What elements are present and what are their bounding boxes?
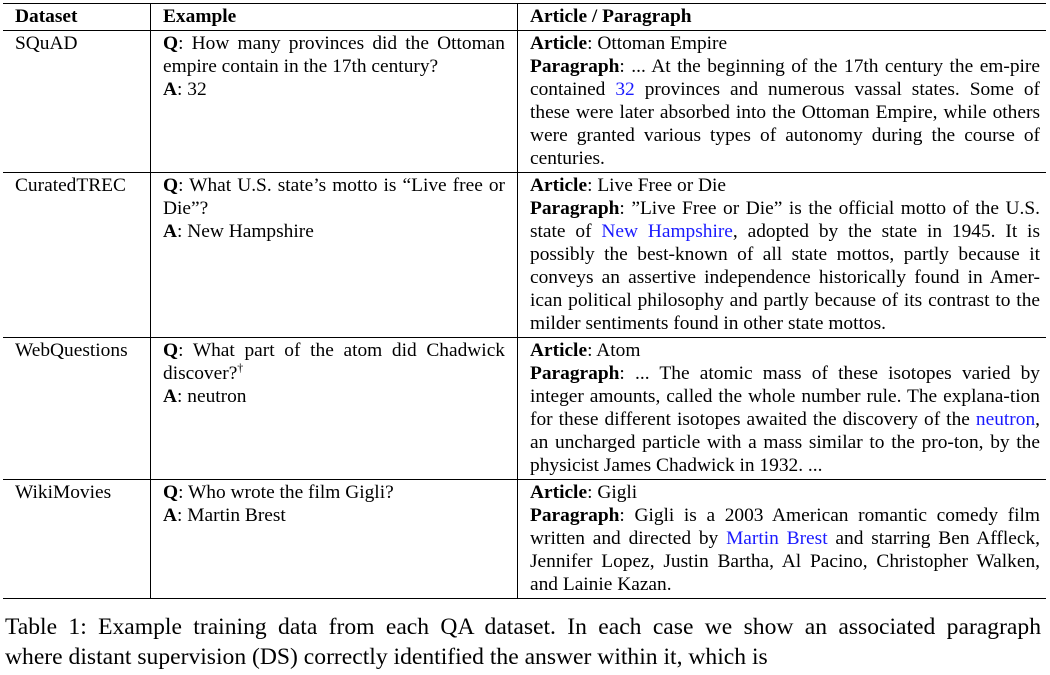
- paragraph-label: Paragraph: [530, 56, 620, 77]
- question-line: Q: Who wrote the film Gigli?: [163, 482, 394, 503]
- example-cell: [151, 173, 518, 337]
- paragraph-text-before: ... At the beginning of the 17th century the em-pire contained: [530, 56, 1040, 100]
- answer-line: A: neutron: [163, 386, 247, 407]
- article-label: Article: [530, 175, 588, 196]
- a-label: A: [163, 505, 178, 526]
- article-line: Article: Atom: [530, 340, 641, 361]
- paragraph-answer-highlight: Martin Brest: [726, 528, 828, 549]
- dataset-name: WikiMovies: [3, 480, 151, 598]
- paragraph-line: Paragraph: ”Live Free or Die” is the official motto of the U.S. state of New Hampshire, adopted by the state in 1945. It is possibly the best-known of all state mottos, partly because it conveys an assertive independence historically found in Amer-ican political philosophy and partly because of its contrast to the milder sentiments found in other state mottos.: [530, 198, 1040, 334]
- article-label: Article: [530, 482, 588, 503]
- article-paragraph-cell: [518, 480, 1046, 598]
- paragraph-answer-highlight: New Hampshire: [601, 221, 733, 242]
- a-label: A: [163, 221, 178, 242]
- article-label: Article: [530, 33, 588, 54]
- paragraph-label: Paragraph: [530, 505, 620, 526]
- dataset-name: SQuAD: [3, 31, 151, 172]
- q-label: Q: [163, 482, 179, 503]
- table-header-row: [3, 4, 1046, 31]
- caption-line-1: Table 1: Example training data from each QA dataset. In each case we show an associated paragraph: [5, 614, 1041, 640]
- example-cell: [151, 31, 518, 172]
- paragraph-text-before: ... The atomic mass of these isotopes varied by integer amounts, called the whole number rule. The explana-tion for these different isotopes awaited the discovery of the: [530, 363, 1040, 430]
- example-cell: [151, 480, 518, 598]
- article-paragraph-cell: [518, 338, 1046, 479]
- example-cell: [151, 338, 518, 479]
- a-label: A: [163, 386, 178, 407]
- paragraph-label: Paragraph: [530, 363, 620, 384]
- paragraph-line: Paragraph: ... The atomic mass of these isotopes varied by integer amounts, called the whole number rule. The explana-tion for these different isotopes awaited the discovery of the neutron, an uncharged particle with a mass similar to the pro-ton, by the physicist James Chadwick in 1932. ...: [530, 363, 1040, 476]
- article-title: Ottoman Empire: [597, 33, 728, 54]
- paragraph-answer-highlight: 32: [615, 79, 635, 100]
- dataset-name: CuratedTREC: [3, 173, 151, 337]
- paragraph-text-after: and starring Ben Affleck, Jennifer Lopez, Justin Bartha, Al Pacino, Christopher Walken, and Lainie Kazan.: [530, 528, 1040, 595]
- table-row: [3, 337, 1046, 479]
- article-line: Article: Live Free or Die: [530, 175, 726, 196]
- answer-line: A: Martin Brest: [163, 505, 286, 526]
- question-text: How many provinces did the Ottoman empire contain in the 17th century?: [163, 33, 505, 77]
- q-label: Q: [163, 340, 179, 361]
- answer-text: Martin Brest: [187, 505, 286, 526]
- paragraph-text-after: provinces and numerous vassal states. Some of these were later absorbed into the Ottoman Empire, while others were granted various types of autonomy during the course of centuries.: [530, 79, 1040, 169]
- table-row: [3, 31, 1046, 172]
- paragraph-line: Paragraph: Gigli is a 2003 American romantic comedy film written and directed by Martin Brest and starring Ben Affleck, Jennifer Lopez, Justin Bartha, Al Pacino, Christopher Walken, and Lainie Kazan.: [530, 505, 1040, 595]
- q-label: Q: [163, 33, 179, 54]
- dataset-name: WebQuestions: [3, 338, 151, 479]
- question-text: What U.S. state’s motto is “Live free or Die”?: [163, 175, 505, 219]
- article-label: Article: [530, 340, 588, 361]
- article-line: Article: Gigli: [530, 482, 638, 503]
- answer-line: A: 32: [163, 79, 207, 100]
- paragraph-answer-highlight: neutron: [975, 409, 1036, 430]
- article-paragraph-cell: [518, 31, 1046, 172]
- question-line: Q: What U.S. state’s motto is “Live free or Die”?: [163, 175, 505, 219]
- header-example: Example: [151, 4, 518, 30]
- table-row: [3, 479, 1046, 598]
- answer-text: neutron: [187, 386, 247, 407]
- a-label: A: [163, 79, 178, 100]
- article-paragraph-cell: [518, 173, 1046, 337]
- caption-line-2: where distant supervision (DS) correctly identified the answer within it, which is: [5, 644, 768, 670]
- paragraph-text-before: Gigli is a 2003 American romantic comedy film written and directed by: [530, 505, 1040, 549]
- question-line: Q: How many provinces did the Ottoman empire contain in the 17th century?: [163, 33, 505, 77]
- article-title: Atom: [596, 340, 641, 361]
- paragraph-label: Paragraph: [530, 198, 620, 219]
- question-text: Who wrote the film Gigli?: [187, 482, 394, 503]
- question-line: Q: What part of the atom did Chadwick discover?†: [163, 340, 505, 384]
- answer-text: New Hampshire: [187, 221, 314, 242]
- q-label: Q: [163, 175, 179, 196]
- header-dataset: Dataset: [3, 4, 151, 30]
- paragraph-text-after: , adopted by the state in 1945. It is possibly the best-known of all state mottos, partly because it conveys an assertive independence historically found in Amer-ican political philosophy and partly because of its contrast to the milder sentiments found in other state mottos.: [530, 221, 1040, 334]
- article-title: Live Free or Die: [597, 175, 726, 196]
- question-text: What part of the atom did Chadwick discover?: [163, 340, 505, 384]
- qa-examples-table: [3, 3, 1046, 599]
- paragraph-line: Paragraph: ... At the beginning of the 17th century the em-pire contained 32 provinces and numerous vassal states. Some of these were later absorbed into the Ottoman Empire, while others were granted various types of autonomy during the course of centuries.: [530, 56, 1040, 169]
- answer-text: 32: [187, 79, 207, 100]
- article-title: Gigli: [597, 482, 638, 503]
- header-article-paragraph: Article / Paragraph: [530, 6, 692, 27]
- table-row: [3, 172, 1046, 337]
- paragraph-text-after: , an uncharged particle with a mass similar to the pro-ton, by the physicist James Chadwick in 1932. ...: [530, 409, 1040, 476]
- answer-line: A: New Hampshire: [163, 221, 314, 242]
- article-line: Article: Ottoman Empire: [530, 33, 728, 54]
- table-caption: [5, 612, 1041, 672]
- paragraph-text-before: ”Live Free or Die” is the official motto of the U.S. state of: [530, 198, 1040, 242]
- dagger-footnote-mark: †: [237, 360, 244, 375]
